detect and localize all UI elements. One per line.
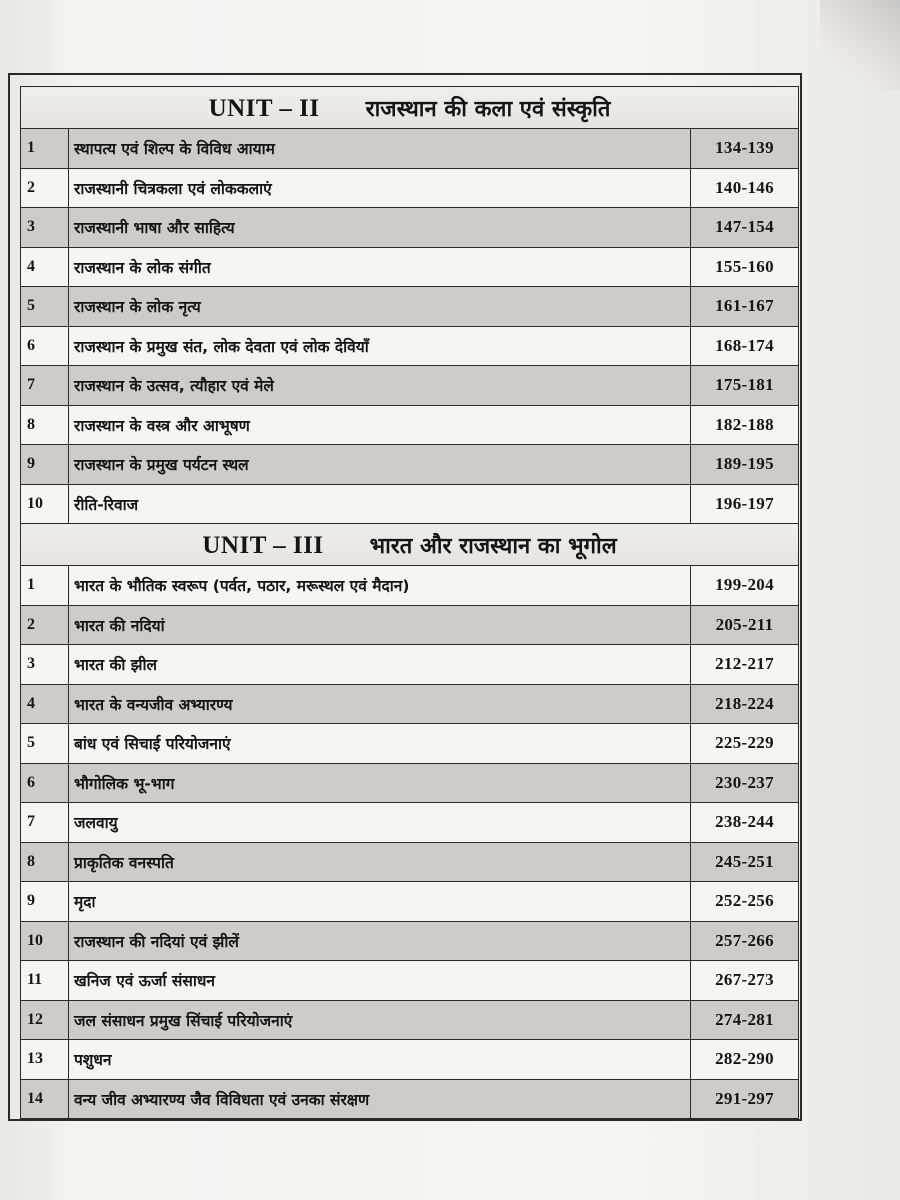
chapter-pages: 182-188 bbox=[691, 405, 799, 445]
unit-header-row bbox=[21, 87, 799, 129]
chapter-number: 3 bbox=[21, 645, 69, 685]
chapter-row bbox=[21, 208, 799, 248]
unit-title: भारत और राजस्थान का भूगोल bbox=[369, 533, 617, 559]
chapter-pages: 218-224 bbox=[691, 684, 799, 724]
chapter-number: 1 bbox=[21, 566, 69, 606]
chapter-number: 7 bbox=[21, 366, 69, 406]
chapter-row bbox=[21, 405, 799, 445]
chapter-number: 10 bbox=[21, 484, 69, 524]
unit-header-row bbox=[21, 524, 799, 566]
unit-header-cell bbox=[21, 524, 799, 566]
chapter-pages: 252-256 bbox=[691, 882, 799, 922]
chapter-pages: 245-251 bbox=[691, 842, 799, 882]
chapter-pages: 282-290 bbox=[691, 1040, 799, 1080]
chapter-title: राजस्थान के प्रमुख पर्यटन स्थल bbox=[69, 445, 691, 485]
chapter-row bbox=[21, 763, 799, 803]
chapter-pages: 238-244 bbox=[691, 803, 799, 843]
chapter-row bbox=[21, 605, 799, 645]
chapter-title: राजस्थान के उत्सव, त्यौहार एवं मेले bbox=[69, 366, 691, 406]
chapter-row bbox=[21, 921, 799, 961]
chapter-title: पशुधन bbox=[69, 1040, 691, 1080]
chapter-row bbox=[21, 1000, 799, 1040]
chapter-number: 7 bbox=[21, 803, 69, 843]
chapter-number: 10 bbox=[21, 921, 69, 961]
chapter-number: 6 bbox=[21, 763, 69, 803]
chapter-number: 4 bbox=[21, 684, 69, 724]
chapter-pages: 291-297 bbox=[691, 1079, 799, 1119]
chapter-row bbox=[21, 724, 799, 764]
chapter-pages: 140-146 bbox=[691, 168, 799, 208]
chapter-number: 1 bbox=[21, 129, 69, 169]
chapter-title: मृदा bbox=[69, 882, 691, 922]
chapter-row bbox=[21, 961, 799, 1001]
chapter-title: रीति-रिवाज bbox=[69, 484, 691, 524]
chapter-number: 12 bbox=[21, 1000, 69, 1040]
chapter-title: बांध एवं सिचाई परियोजनाएं bbox=[69, 724, 691, 764]
page-corner-shadow bbox=[820, 0, 900, 90]
chapter-pages: 196-197 bbox=[691, 484, 799, 524]
chapter-pages: 168-174 bbox=[691, 326, 799, 366]
chapter-pages: 175-181 bbox=[691, 366, 799, 406]
chapter-title: राजस्थान के प्रमुख संत, लोक देवता एवं लोक देवियाँ bbox=[69, 326, 691, 366]
contents-table bbox=[20, 86, 799, 1119]
contents-table-body bbox=[21, 87, 799, 1119]
chapter-pages: 161-167 bbox=[691, 287, 799, 327]
chapter-pages: 205-211 bbox=[691, 605, 799, 645]
chapter-title: वन्य जीव अभ्यारण्य जैव विविधता एवं उनका संरक्षण bbox=[69, 1079, 691, 1119]
chapter-row bbox=[21, 684, 799, 724]
chapter-pages: 267-273 bbox=[691, 961, 799, 1001]
chapter-pages: 189-195 bbox=[691, 445, 799, 485]
chapter-row bbox=[21, 645, 799, 685]
chapter-number: 5 bbox=[21, 724, 69, 764]
chapter-row bbox=[21, 366, 799, 406]
chapter-title: भारत की झील bbox=[69, 645, 691, 685]
chapter-number: 8 bbox=[21, 405, 69, 445]
chapter-row bbox=[21, 129, 799, 169]
chapter-row bbox=[21, 803, 799, 843]
chapter-title: भारत के वन्यजीव अभ्यारण्य bbox=[69, 684, 691, 724]
chapter-pages: 134-139 bbox=[691, 129, 799, 169]
chapter-title: राजस्थानी भाषा और साहित्य bbox=[69, 208, 691, 248]
chapter-pages: 147-154 bbox=[691, 208, 799, 248]
chapter-title: जल संसाधन प्रमुख सिंचाई परियोजनाएं bbox=[69, 1000, 691, 1040]
chapter-title: भारत के भौतिक स्वरूप (पर्वत, पठार, मरूस्थल एवं मैदान) bbox=[69, 566, 691, 606]
page-footer-area bbox=[0, 1122, 900, 1200]
chapter-row bbox=[21, 1040, 799, 1080]
unit-label: UNIT – II bbox=[208, 94, 320, 122]
chapter-number: 2 bbox=[21, 605, 69, 645]
chapter-pages: 230-237 bbox=[691, 763, 799, 803]
chapter-number: 14 bbox=[21, 1079, 69, 1119]
chapter-number: 4 bbox=[21, 247, 69, 287]
unit-title: राजस्थान की कला एवं संस्कृति bbox=[365, 96, 611, 122]
chapter-number: 13 bbox=[21, 1040, 69, 1080]
chapter-pages: 155-160 bbox=[691, 247, 799, 287]
chapter-number: 5 bbox=[21, 287, 69, 327]
chapter-row bbox=[21, 566, 799, 606]
unit-header-cell bbox=[21, 87, 799, 129]
chapter-title: जलवायु bbox=[69, 803, 691, 843]
chapter-title: राजस्थान के वस्त्र और आभूषण bbox=[69, 405, 691, 445]
chapter-pages: 274-281 bbox=[691, 1000, 799, 1040]
chapter-pages: 199-204 bbox=[691, 566, 799, 606]
unit-label: UNIT – III bbox=[202, 531, 324, 559]
chapter-row bbox=[21, 882, 799, 922]
chapter-title: राजस्थान की नदियां एवं झीलें bbox=[69, 921, 691, 961]
chapter-pages: 257-266 bbox=[691, 921, 799, 961]
chapter-number: 11 bbox=[21, 961, 69, 1001]
chapter-row bbox=[21, 326, 799, 366]
chapter-title: प्राकृतिक वनस्पति bbox=[69, 842, 691, 882]
chapter-number: 9 bbox=[21, 445, 69, 485]
chapter-row bbox=[21, 287, 799, 327]
chapter-title: राजस्थान के लोक संगीत bbox=[69, 247, 691, 287]
chapter-pages: 212-217 bbox=[691, 645, 799, 685]
chapter-title: खनिज एवं ऊर्जा संसाधन bbox=[69, 961, 691, 1001]
chapter-number: 3 bbox=[21, 208, 69, 248]
chapter-title: राजस्थान के लोक नृत्य bbox=[69, 287, 691, 327]
chapter-number: 2 bbox=[21, 168, 69, 208]
chapter-number: 9 bbox=[21, 882, 69, 922]
chapter-title: राजस्थानी चित्रकला एवं लोककलाएं bbox=[69, 168, 691, 208]
chapter-number: 8 bbox=[21, 842, 69, 882]
chapter-row bbox=[21, 247, 799, 287]
chapter-row bbox=[21, 842, 799, 882]
chapter-number: 6 bbox=[21, 326, 69, 366]
chapter-row bbox=[21, 445, 799, 485]
chapter-row bbox=[21, 1079, 799, 1119]
chapter-row bbox=[21, 484, 799, 524]
chapter-title: भौगोलिक भू-भाग bbox=[69, 763, 691, 803]
chapter-pages: 225-229 bbox=[691, 724, 799, 764]
chapter-title: स्थापत्य एवं शिल्प के विविध आयाम bbox=[69, 129, 691, 169]
chapter-row bbox=[21, 168, 799, 208]
chapter-title: भारत की नदियां bbox=[69, 605, 691, 645]
